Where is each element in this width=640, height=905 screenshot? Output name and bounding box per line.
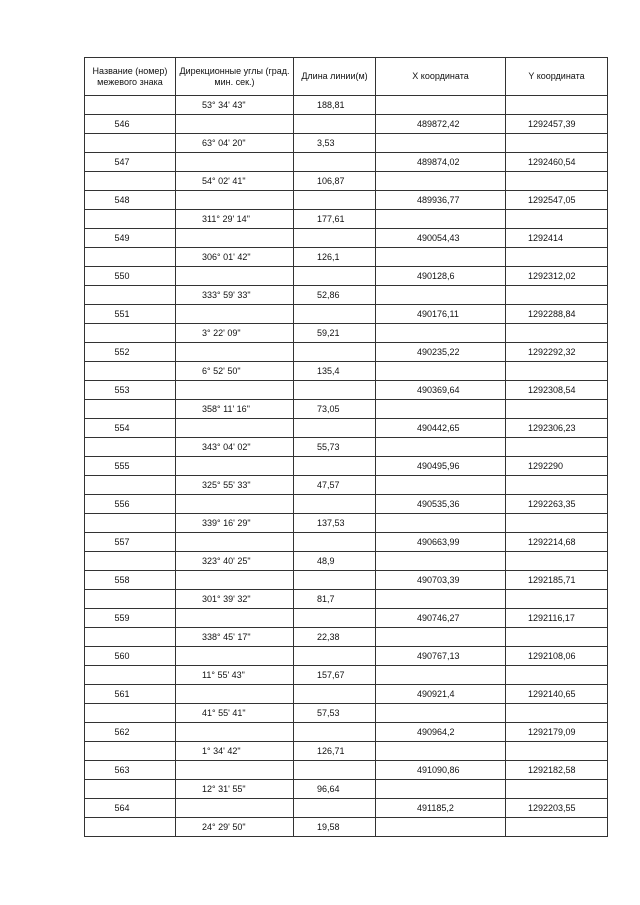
direction-angle-cell — [176, 609, 294, 628]
x-coordinate-cell — [376, 704, 506, 723]
x-coordinate-cell — [376, 134, 506, 153]
x-coordinate-cell: 489874,02 — [376, 153, 506, 172]
table-row-segment — [85, 400, 608, 419]
point-name-cell: 546 — [85, 115, 176, 134]
x-coordinate-cell: 490703,39 — [376, 571, 506, 590]
y-coordinate-cell: 1292214,68 — [506, 533, 608, 552]
direction-angle-cell: 358° 11' 16" — [176, 400, 294, 419]
table-header-row — [85, 58, 608, 96]
x-coordinate-cell — [376, 210, 506, 229]
line-length-cell: 126,1 — [294, 248, 376, 267]
line-length-cell: 48,9 — [294, 552, 376, 571]
x-coordinate-cell: 490128,6 — [376, 267, 506, 286]
direction-angle-cell: 1° 34' 42" — [176, 742, 294, 761]
point-name-cell: 553 — [85, 381, 176, 400]
point-name-cell: 558 — [85, 571, 176, 590]
direction-angle-cell: 343° 04' 02" — [176, 438, 294, 457]
y-coordinate-cell: 1292182,58 — [506, 761, 608, 780]
x-coordinate-cell — [376, 590, 506, 609]
x-coordinate-cell — [376, 286, 506, 305]
y-coordinate-cell — [506, 286, 608, 305]
x-coordinate-cell: 491185,2 — [376, 799, 506, 818]
table-row-segment — [85, 818, 608, 837]
y-coordinate-cell — [506, 590, 608, 609]
y-coordinate-cell — [506, 248, 608, 267]
point-name-cell — [85, 324, 176, 343]
direction-angle-cell — [176, 533, 294, 552]
y-coordinate-cell — [506, 400, 608, 419]
line-length-cell: 19,58 — [294, 818, 376, 837]
table-row-segment — [85, 134, 608, 153]
direction-angle-cell — [176, 761, 294, 780]
table-row-point — [85, 419, 608, 438]
x-coordinate-cell — [376, 514, 506, 533]
x-coordinate-cell — [376, 780, 506, 799]
direction-angle-cell — [176, 571, 294, 590]
table-row-segment — [85, 780, 608, 799]
point-name-cell: 551 — [85, 305, 176, 324]
line-length-cell — [294, 495, 376, 514]
y-coordinate-cell — [506, 514, 608, 533]
line-length-cell: 135,4 — [294, 362, 376, 381]
direction-angle-cell: 311° 29' 14" — [176, 210, 294, 229]
direction-angle-cell: 339° 16' 29" — [176, 514, 294, 533]
table-row-segment — [85, 248, 608, 267]
y-coordinate-cell: 1292108,06 — [506, 647, 608, 666]
line-length-cell — [294, 685, 376, 704]
point-name-cell: 549 — [85, 229, 176, 248]
line-length-cell: 59,21 — [294, 324, 376, 343]
table-row-segment — [85, 590, 608, 609]
table-row-point — [85, 495, 608, 514]
direction-angle-cell — [176, 343, 294, 362]
line-length-cell: 177,61 — [294, 210, 376, 229]
point-name-cell — [85, 134, 176, 153]
x-coordinate-cell — [376, 400, 506, 419]
direction-angle-cell — [176, 799, 294, 818]
y-coordinate-cell — [506, 134, 608, 153]
table-row-point — [85, 381, 608, 400]
point-name-cell — [85, 704, 176, 723]
line-length-cell — [294, 115, 376, 134]
x-coordinate-cell: 490442,65 — [376, 419, 506, 438]
table-row-point — [85, 685, 608, 704]
direction-angle-cell — [176, 685, 294, 704]
table-row-segment — [85, 286, 608, 305]
point-name-cell — [85, 362, 176, 381]
table-row-segment — [85, 552, 608, 571]
line-length-cell — [294, 457, 376, 476]
direction-angle-cell: 11° 55' 43" — [176, 666, 294, 685]
y-coordinate-cell: 1292263,35 — [506, 495, 608, 514]
line-length-cell: 47,57 — [294, 476, 376, 495]
x-coordinate-cell — [376, 628, 506, 647]
line-length-cell: 3,53 — [294, 134, 376, 153]
header-x-coordinate: X координата — [376, 58, 506, 96]
y-coordinate-cell — [506, 780, 608, 799]
line-length-cell — [294, 609, 376, 628]
direction-angle-cell: 338° 45' 17" — [176, 628, 294, 647]
x-coordinate-cell — [376, 742, 506, 761]
direction-angle-cell — [176, 495, 294, 514]
direction-angle-cell — [176, 305, 294, 324]
table-row-segment — [85, 172, 608, 191]
point-name-cell — [85, 210, 176, 229]
direction-angle-cell: 54° 02' 41" — [176, 172, 294, 191]
line-length-cell — [294, 153, 376, 172]
y-coordinate-cell: 1292179,09 — [506, 723, 608, 742]
y-coordinate-cell: 1292116,17 — [506, 609, 608, 628]
table-row-segment — [85, 514, 608, 533]
x-coordinate-cell: 490746,27 — [376, 609, 506, 628]
y-coordinate-cell: 1292306,23 — [506, 419, 608, 438]
y-coordinate-cell: 1292460,54 — [506, 153, 608, 172]
direction-angle-cell — [176, 153, 294, 172]
direction-angle-cell: 12° 31' 55" — [176, 780, 294, 799]
table-row-segment — [85, 324, 608, 343]
point-name-cell — [85, 666, 176, 685]
header-y-coordinate: Y координата — [506, 58, 608, 96]
header-point-name: Название (номер) межевого знака — [85, 58, 176, 96]
y-coordinate-cell — [506, 172, 608, 191]
table-row-point — [85, 533, 608, 552]
table-body — [85, 96, 608, 837]
y-coordinate-cell — [506, 438, 608, 457]
x-coordinate-cell — [376, 362, 506, 381]
line-length-cell: 126,71 — [294, 742, 376, 761]
point-name-cell: 560 — [85, 647, 176, 666]
y-coordinate-cell: 1292140,65 — [506, 685, 608, 704]
line-length-cell — [294, 191, 376, 210]
x-coordinate-cell — [376, 476, 506, 495]
x-coordinate-cell: 490767,13 — [376, 647, 506, 666]
line-length-cell: 55,73 — [294, 438, 376, 457]
table-row-point — [85, 267, 608, 286]
y-coordinate-cell: 1292288,84 — [506, 305, 608, 324]
y-coordinate-cell: 1292290 — [506, 457, 608, 476]
table-row-point — [85, 305, 608, 324]
point-name-cell — [85, 780, 176, 799]
point-name-cell — [85, 590, 176, 609]
table-row-point — [85, 799, 608, 818]
point-name-cell: 550 — [85, 267, 176, 286]
point-name-cell: 555 — [85, 457, 176, 476]
point-name-cell — [85, 286, 176, 305]
table-row-point — [85, 457, 608, 476]
direction-angle-cell — [176, 457, 294, 476]
table-row-point — [85, 609, 608, 628]
x-coordinate-cell: 490921,4 — [376, 685, 506, 704]
direction-angle-cell — [176, 267, 294, 286]
y-coordinate-cell — [506, 96, 608, 115]
direction-angle-cell — [176, 191, 294, 210]
point-name-cell: 562 — [85, 723, 176, 742]
line-length-cell — [294, 799, 376, 818]
line-length-cell: 188,81 — [294, 96, 376, 115]
header-line-length: Длина линии(м) — [294, 58, 376, 96]
line-length-cell: 96,64 — [294, 780, 376, 799]
y-coordinate-cell: 1292547,05 — [506, 191, 608, 210]
line-length-cell: 137,53 — [294, 514, 376, 533]
x-coordinate-cell: 490369,64 — [376, 381, 506, 400]
y-coordinate-cell — [506, 704, 608, 723]
x-coordinate-cell — [376, 324, 506, 343]
x-coordinate-cell: 490176,11 — [376, 305, 506, 324]
line-length-cell — [294, 723, 376, 742]
table-row-segment — [85, 704, 608, 723]
direction-angle-cell: 6° 52' 50" — [176, 362, 294, 381]
x-coordinate-cell: 490235,22 — [376, 343, 506, 362]
x-coordinate-cell: 489872,42 — [376, 115, 506, 134]
point-name-cell: 561 — [85, 685, 176, 704]
table-row-segment — [85, 96, 608, 115]
y-coordinate-cell — [506, 628, 608, 647]
line-length-cell — [294, 419, 376, 438]
point-name-cell: 554 — [85, 419, 176, 438]
table-row-point — [85, 343, 608, 362]
point-name-cell: 548 — [85, 191, 176, 210]
direction-angle-cell: 63° 04' 20" — [176, 134, 294, 153]
y-coordinate-cell — [506, 362, 608, 381]
point-name-cell — [85, 742, 176, 761]
point-name-cell — [85, 818, 176, 837]
table-row-segment — [85, 210, 608, 229]
line-length-cell: 81,7 — [294, 590, 376, 609]
point-name-cell: 552 — [85, 343, 176, 362]
table-row-point — [85, 723, 608, 742]
x-coordinate-cell: 491090,86 — [376, 761, 506, 780]
direction-angle-cell: 301° 39' 32" — [176, 590, 294, 609]
point-name-cell — [85, 96, 176, 115]
header-direction-angle: Дирекционные углы (град. мин. сек.) — [176, 58, 294, 96]
direction-angle-cell — [176, 647, 294, 666]
x-coordinate-cell: 489936,77 — [376, 191, 506, 210]
line-length-cell: 157,67 — [294, 666, 376, 685]
y-coordinate-cell — [506, 666, 608, 685]
line-length-cell — [294, 533, 376, 552]
x-coordinate-cell — [376, 172, 506, 191]
y-coordinate-cell — [506, 818, 608, 837]
table-row-segment — [85, 362, 608, 381]
line-length-cell — [294, 229, 376, 248]
direction-angle-cell: 3° 22' 09" — [176, 324, 294, 343]
y-coordinate-cell: 1292457,39 — [506, 115, 608, 134]
line-length-cell — [294, 761, 376, 780]
table-row-point — [85, 115, 608, 134]
point-name-cell: 557 — [85, 533, 176, 552]
y-coordinate-cell — [506, 210, 608, 229]
x-coordinate-cell — [376, 438, 506, 457]
point-name-cell — [85, 172, 176, 191]
point-name-cell: 563 — [85, 761, 176, 780]
y-coordinate-cell — [506, 324, 608, 343]
point-name-cell: 547 — [85, 153, 176, 172]
line-length-cell: 57,53 — [294, 704, 376, 723]
point-name-cell: 564 — [85, 799, 176, 818]
y-coordinate-cell — [506, 552, 608, 571]
y-coordinate-cell: 1292414 — [506, 229, 608, 248]
y-coordinate-cell: 1292308,54 — [506, 381, 608, 400]
point-name-cell — [85, 628, 176, 647]
direction-angle-cell: 333° 59' 33" — [176, 286, 294, 305]
y-coordinate-cell: 1292185,71 — [506, 571, 608, 590]
direction-angle-cell: 325° 55' 33" — [176, 476, 294, 495]
boundary-points-table — [84, 57, 608, 837]
direction-angle-cell — [176, 115, 294, 134]
table-row-point — [85, 153, 608, 172]
x-coordinate-cell — [376, 552, 506, 571]
table-row-segment — [85, 438, 608, 457]
point-name-cell — [85, 476, 176, 495]
x-coordinate-cell: 490495,96 — [376, 457, 506, 476]
y-coordinate-cell: 1292203,55 — [506, 799, 608, 818]
x-coordinate-cell: 490054,43 — [376, 229, 506, 248]
point-name-cell — [85, 438, 176, 457]
direction-angle-cell — [176, 381, 294, 400]
table-row-point — [85, 191, 608, 210]
table-row-point — [85, 571, 608, 590]
point-name-cell — [85, 248, 176, 267]
y-coordinate-cell: 1292292,32 — [506, 343, 608, 362]
table-row-point — [85, 761, 608, 780]
line-length-cell — [294, 343, 376, 362]
table-row-point — [85, 647, 608, 666]
direction-angle-cell: 53° 34' 43" — [176, 96, 294, 115]
line-length-cell: 106,87 — [294, 172, 376, 191]
y-coordinate-cell — [506, 742, 608, 761]
direction-angle-cell — [176, 229, 294, 248]
point-name-cell — [85, 514, 176, 533]
line-length-cell — [294, 267, 376, 286]
direction-angle-cell: 24° 29' 50" — [176, 818, 294, 837]
x-coordinate-cell: 490663,99 — [376, 533, 506, 552]
direction-angle-cell: 306° 01' 42" — [176, 248, 294, 267]
x-coordinate-cell: 490535,36 — [376, 495, 506, 514]
y-coordinate-cell — [506, 476, 608, 495]
direction-angle-cell: 323° 40' 25" — [176, 552, 294, 571]
line-length-cell: 73,05 — [294, 400, 376, 419]
point-name-cell: 556 — [85, 495, 176, 514]
table-row-segment — [85, 628, 608, 647]
table-row-segment — [85, 666, 608, 685]
line-length-cell — [294, 571, 376, 590]
direction-angle-cell — [176, 419, 294, 438]
table-row-segment — [85, 476, 608, 495]
x-coordinate-cell — [376, 96, 506, 115]
point-name-cell: 559 — [85, 609, 176, 628]
x-coordinate-cell — [376, 248, 506, 267]
line-length-cell: 52,86 — [294, 286, 376, 305]
point-name-cell — [85, 400, 176, 419]
direction-angle-cell — [176, 723, 294, 742]
table-row-segment — [85, 742, 608, 761]
direction-angle-cell: 41° 55' 41" — [176, 704, 294, 723]
line-length-cell — [294, 647, 376, 666]
point-name-cell — [85, 552, 176, 571]
x-coordinate-cell — [376, 666, 506, 685]
line-length-cell — [294, 381, 376, 400]
table-row-point — [85, 229, 608, 248]
line-length-cell — [294, 305, 376, 324]
line-length-cell: 22,38 — [294, 628, 376, 647]
x-coordinate-cell: 490964,2 — [376, 723, 506, 742]
y-coordinate-cell: 1292312,02 — [506, 267, 608, 286]
x-coordinate-cell — [376, 818, 506, 837]
